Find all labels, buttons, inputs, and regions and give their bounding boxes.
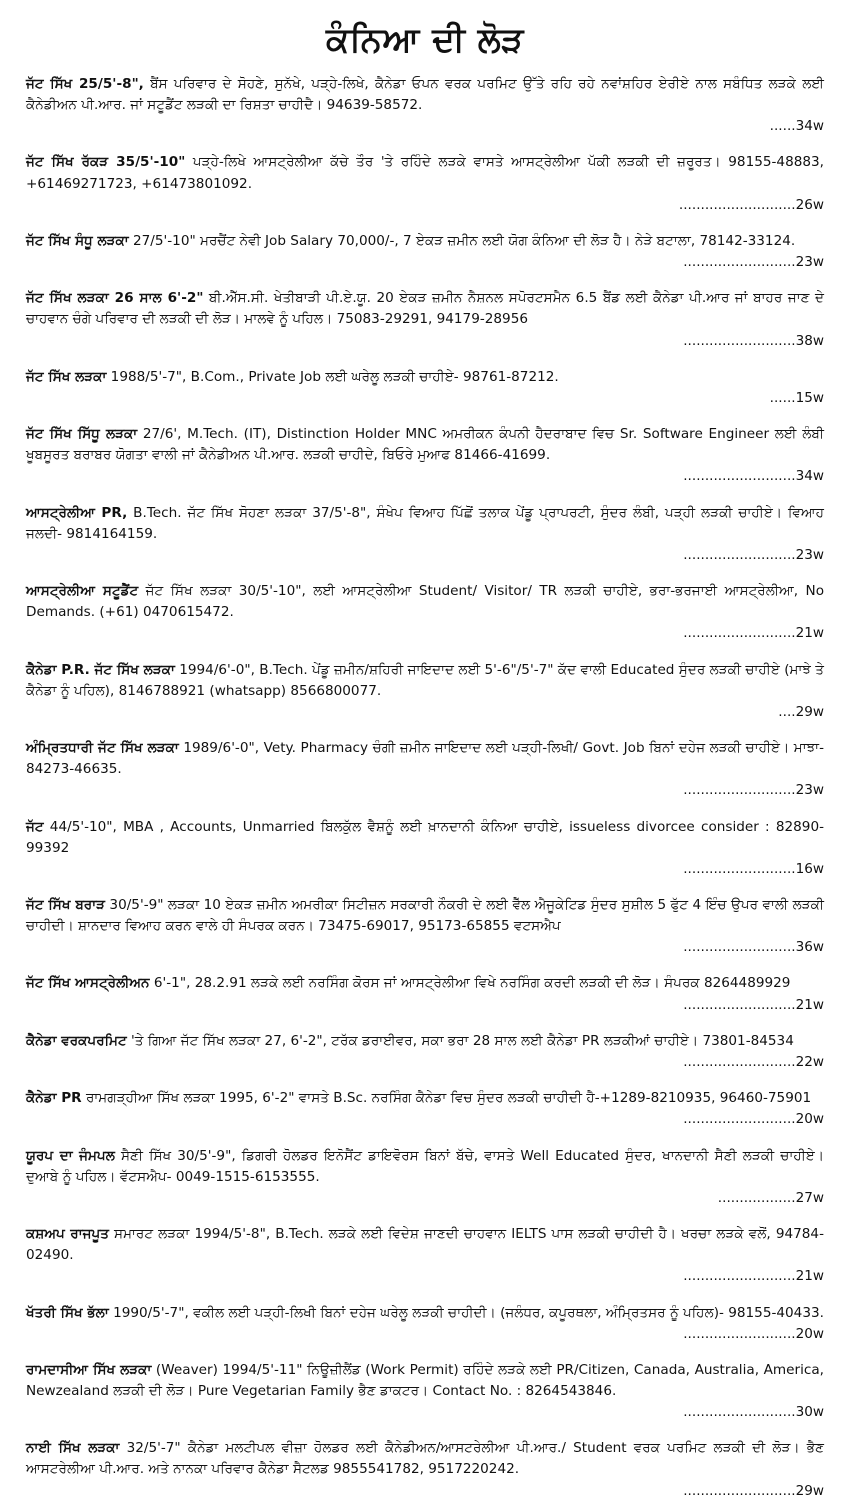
ad-heading: ਕਸ਼ਅਪ ਰਾਜਪੂਤ: [26, 1226, 109, 1243]
classified-ad: [26, 503, 824, 566]
ad-heading: ਜੱਟ ਸਿੱਖ ਰੱਕੜ 35/5'-10": [26, 154, 186, 171]
ad-heading: ਜੱਟ ਸਿੱਖ ਲੜਕਾ: [26, 368, 107, 385]
ad-code: ..........................22w: [683, 1053, 824, 1070]
ads-list: [26, 74, 824, 1502]
ad-heading: ਕੈਨੇਡਾ P.R. ਜੱਟ ਸਿੱਖ ਲੜਕਾ: [26, 661, 175, 678]
ad-heading: ਅੰਮ੍ਰਿਤਧਾਰੀ ਜੱਟ ਸਿੱਖ ਲੜਕਾ: [26, 740, 179, 757]
ad-heading: ਜੱਟ ਸਿੱਖ ਲੜਕਾ 26 ਸਾਲ 6'-2": [26, 290, 204, 307]
ad-code: ..........................21w: [683, 1268, 824, 1285]
page-title: ਕੰਨਿਆ ਦੀ ਲੋੜ: [326, 20, 524, 60]
ad-heading: ਕੈਨੇਡਾ PR: [26, 1090, 82, 1107]
ad-text: 30/5'-9" ਲੜਕਾ 10 ਏਕੜ ਜ਼ਮੀਨ ਅਮਰੀਕਾ ਸਿਟੀਜ਼ਨ ਸਰਕਾਰੀ ਨੌਕਰੀ ਦੇ ਲਈ ਵੈੱਲ ਐਜੂਕੇਟਿਡ ਸੁੰਦਰ ਸੁਸ਼ੀਲ 5 ਫੁੱਟ 4 ਇੰਚ ਉਪਰ ਵਾਲੀ ਲੜਕੀ ਚਾਹੀਦੀ। ਸ਼ਾਨਦਾਰ ਵਿਆਹ ਕਰਨ ਵਾਲੇ ਹੀ ਸੰਪਰਕ ਕਰਨ। 73475-69017, 95173-65855 ਵਟਸਐਪ: [26, 896, 825, 935]
ad-code: ..........................20w: [683, 1325, 824, 1342]
classified-ad: [26, 74, 824, 137]
ad-heading: ਆਸਟ੍ਰੇਲੀਆ PR,: [26, 504, 128, 521]
ad-text: ਰਾਮਗੜ੍ਹੀਆ ਸਿੱਖ ਲੜਕਾ 1995, 6'-2" ਵਾਸਤੇ B.Sc. ਨਰਸਿੰਗ ਕੈਨੇਡਾ ਵਿਚ ਸੁੰਦਰ ਲੜਕੀ ਚਾਹੀਦੀ ਹੈ-+1289-8210935, 96460-75901: [81, 1090, 812, 1107]
ad-text: 44/5'-10", MBA , Accounts, Unmarried ਬਿਲਕੁੱਲ ਵੈਸ਼ਨੂੰ ਲਈ ਖ਼ਾਨਦਾਨੀ ਕੰਨਿਆ ਚਾਹੀਏ, issueless divorcee consider : 82890-99392: [26, 818, 824, 856]
ad-text: ਬੀ.ਐੱਸ.ਸੀ. ਖੇਤੀਬਾੜੀ ਪੀ.ਏ.ਯੂ. 20 ਏਕੜ ਜ਼ਮੀਨ ਨੈਸ਼ਨਲ ਸਪੋਰਟਸਮੈਨ 6.5 ਬੈਂਡ ਲਈ ਕੈਨੇਡਾ ਪੀ.ਆਰ ਜਾਂ ਬਾਹਰ ਜਾਣ ਦੇ ਚਾਹਵਾਨ ਚੰਗੇ ਪਰਿਵਾਰ ਦੀ ਲੜਕੀ ਦੀ ਲੋੜ। ਮਾਲਵੇ ਨੂੰ ਪਹਿਲ। 75083-29291, 94179-28956: [26, 290, 824, 328]
ad-code: ..................27w: [717, 1189, 824, 1206]
ad-text: ਬੈਂਸ ਪਰਿਵਾਰ ਦੇ ਸੋਹਣੇ, ਸੁਨੱਖੇ, ਪੜ੍ਹੇ-ਲਿਖੇ, ਕੈਨੇਡਾ ਓਪਨ ਵਰਕ ਪਰਮਿਟ ਉੱਤੇ ਰਹਿ ਰਹੇ ਨਵਾਂਸ਼ਹਿਰ ਏਰੀਏ ਨਾਲ ਸਬੰਧਿਤ ਲੜਕੇ ਲਈ ਕੈਨੇਡੀਅਨ ਪੀ.ਆਰ. ਜਾਂ ਸਟੂਡੈਂਟ ਲੜਕੀ ਦਾ ਰਿਸ਼ਤਾ ਚਾਹੀਦੈ। 94639-58572.: [26, 76, 824, 114]
ad-code: ...........................26w: [678, 196, 824, 213]
ad-code: ..........................21w: [683, 996, 824, 1013]
ad-heading: ਜੱਟ ਸਿੱਖ ਬਰਾੜ: [26, 896, 105, 913]
classified-ad: [26, 1438, 824, 1501]
classified-ad: [26, 367, 824, 409]
ad-code: ..........................38w: [683, 332, 824, 349]
ad-code: ..........................23w: [683, 782, 824, 799]
ad-text: 1990/5'-7", ਵਕੀਲ ਲਈ ਪੜ੍ਹੀ-ਲਿਖੀ ਬਿਨਾਂ ਦਹੇਜ ਘਰੇਲੂ ਲੜਕੀ ਚਾਹੀਦੀ। (ਜਲੰਧਰ, ਕਪੂਰਥਲਾ, ਅੰਮ੍ਰਿਤਸਰ ਨੂੰ ਪਹਿਲ)- 98155-40433.: [108, 1304, 824, 1321]
ad-code: ..........................23w: [683, 546, 824, 563]
ad-code: ..........................34w: [683, 468, 824, 485]
classified-ad: [26, 1303, 824, 1345]
ad-heading: ਆਸਟ੍ਰੇਲੀਆ ਸਟੂਡੈਂਟ: [26, 583, 139, 600]
ad-code: ......34w: [769, 118, 824, 135]
ad-code: ..........................20w: [683, 1111, 824, 1128]
ad-text: 'ਤੇ ਗਿਆ ਜੱਟ ਸਿੱਖ ਲੜਕਾ 27, 6'-2", ਟਰੱਕ ਡਰਾਈਵਰ, ਸਕਾ ਭਰਾ 28 ਸਾਲ ਲਈ ਕੈਨੇਡਾ PR ਲੜਕੀਆਂ ਚਾਹੀਏ। 73801-84534: [126, 1032, 794, 1049]
ad-heading: ਕੈਨੇਡਾ ਵਰਕਪਰਮਿਟ: [26, 1032, 127, 1049]
ad-code: ....29w: [778, 703, 824, 720]
ad-code: ..........................29w: [683, 1482, 824, 1499]
classified-ad: [26, 231, 824, 273]
ad-text: B.Tech. ਜੱਟ ਸਿੱਖ ਸੋਹਣਾ ਲੜਕਾ 37/5'-8", ਸੰਖੇਪ ਵਿਆਹ ਪਿੱਛੋਂ ਤਲਾਕ ਪੇਂਡੂ ਪ੍ਰਾਪਰਟੀ, ਸੁੰਦਰ ਲੰਬੀ, ਪੜ੍ਹੀ ਲੜਕੀ ਚਾਹੀਏ। ਵਿਆਹ ਜਲਦੀ- 9814164159.: [26, 504, 824, 542]
ad-code: ..........................36w: [683, 939, 824, 956]
ad-heading: ਜੱਟ ਸਿੱਖ ਸਿੱਧੂ ਲੜਕਾ: [26, 426, 138, 443]
ad-heading: ਜੱਟ ਸਿੱਖ ਸੰਧੂ ਲੜਕਾ: [26, 232, 129, 249]
classified-ad: [26, 738, 824, 801]
classified-ad: [26, 973, 824, 1015]
ad-heading: ਰਾਮਦਾਸੀਆ ਸਿੱਖ ਲੜਕਾ: [26, 1361, 152, 1378]
classified-ad: [26, 1146, 824, 1209]
ad-text: ਸਮਾਰਟ ਲੜਕਾ 1994/5'-8", B.Tech. ਲੜਕੇ ਲਈ ਵਿਦੇਸ਼ ਜਾਣਦੀ ਚਾਹਵਾਨ IELTS ਪਾਸ ਲੜਕੀ ਚਾਹੀਦੀ ਹੈ। ਖਰਚਾ ਲੜਕੇ ਵਲੋਂ, 94784-02490.: [26, 1226, 824, 1264]
ad-text: ਸੈਣੀ ਸਿੱਖ 30/5'-9", ਡਿਗਰੀ ਹੋਲਡਰ ਇਨੋਸੈਂਟ ਡਾਇਵੋਰਸ ਬਿਨਾਂ ਬੱਚੇ, ਵਾਸਤੇ Well Educated ਸੁੰਦਰ, ਖਾਨਦਾਨੀ ਸੈਣੀ ਲੜਕੀ ਚਾਹੀਏ। ਦੁਆਬੇ ਨੂੰ ਪਹਿਲ। ਵੱਟਸਐਪ- 0049-1515-6153555.: [26, 1147, 824, 1185]
classified-ad: [26, 581, 824, 644]
ad-heading: ਯੂਰਪ ਦਾ ਜੰਮਪਲ: [26, 1147, 115, 1164]
classified-ad: [26, 1088, 824, 1130]
classified-ad: [26, 288, 824, 351]
ad-heading: ਜੱਟ: [26, 818, 44, 835]
ad-heading: ਖੱਤਰੀ ਸਿੱਖ ਭੱਲਾ: [26, 1304, 109, 1321]
ad-text: ਪੜ੍ਹੇ-ਲਿਖੇ ਆਸਟ੍ਰੇਲੀਆ ਕੱਚੇ ਤੌਰ 'ਤੇ ਰਹਿੰਦੇ ਲੜਕੇ ਵਾਸਤੇ ਆਸਟ੍ਰੇਲੀਆ ਪੱਕੀ ਲੜਕੀ ਦੀ ਜ਼ਰੂਰਤ। 98155-48883, +61469271723, +61473801092.: [26, 154, 824, 192]
classified-ad: [26, 660, 824, 723]
ad-heading: ਜੱਟ ਸਿੱਖ ਆਸਟ੍ਰੇਲੀਅਨ: [26, 975, 150, 992]
ad-text: 6'-1", 28.2.91 ਲੜਕੇ ਲਈ ਨਰਸਿੰਗ ਕੋਰਸ ਜਾਂ ਆਸਟ੍ਰੇਲੀਆ ਵਿਖੇ ਨਰਸਿੰਗ ਕਰਦੀ ਲੜਕੀ ਦੀ ਲੋੜ। ਸੰਪਰਕ 8264489929: [149, 975, 791, 992]
ad-code: ......15w: [769, 389, 824, 406]
classified-ad: [26, 1360, 824, 1423]
ad-text: 1989/6'-0", Vety. Pharmacy ਚੰਗੀ ਜ਼ਮੀਨ ਜਾਇਦਾਦ ਲਈ ਪੜ੍ਹੀ-ਲਿਖੀ/ Govt. Job ਬਿਨਾਂ ਦਹੇਜ ਲੜਕੀ ਚਾਹੀਏ। ਮਾਝਾ- 84273-46635.: [26, 740, 824, 778]
ad-code: ..........................30w: [683, 1404, 824, 1421]
ad-text: 27/5'-10" ਮਰਚੈਂਟ ਨੇਵੀ Job Salary 70,000/-, 7 ਏਕੜ ਜ਼ਮੀਨ ਲਈ ਯੋਗ ਕੰਨਿਆ ਦੀ ਲੋੜ ਹੈ। ਨੇੜੇ ਬਟਾਲਾ, 78142-33124.: [128, 232, 796, 249]
classified-ad: [26, 895, 824, 958]
ad-text: 32/5'-7" ਕੈਨੇਡਾ ਮਲਟੀਪਲ ਵੀਜ਼ਾ ਹੋਲਡਰ ਲਈ ਕੈਨੇਡੀਅਨ/ਆਸਟਰੇਲੀਆ ਪੀ.ਆਰ./ Student ਵਰਕ ਪਰਮਿਟ ਲੜਕੀ ਦੀ ਲੋੜ। ਭੈਣ ਆਸਟਰੇਲੀਆ ਪੀ.ਆਰ. ਅਤੇ ਨਾਨਕਾ ਪਰਿਵਾਰ ਕੈਨੇਡਾ ਸੈਟਲਡ 9855541782, 9517220242.: [26, 1440, 824, 1478]
classified-ad: [26, 817, 824, 880]
ad-code: ..........................23w: [683, 254, 824, 271]
ad-code: ..........................16w: [683, 860, 824, 877]
classified-ad: [26, 152, 824, 215]
ad-text: 1994/6'-0", B.Tech. ਪੇਂਡੂ ਜ਼ਮੀਨ/ਸ਼ਹਿਰੀ ਜਾਇਦਾਦ ਲਈ 5'-6"/5'-7" ਕੱਦ ਵਾਲੀ Educated ਸੁੰਦਰ ਲੜਕੀ ਚਾਹੀਏ (ਮਾਝੇ ਤੇ ਕੈਨੇਡਾ ਨੂੰ ਪਹਿਲ), 8146788921 (whatsapp) 8566800077.: [26, 661, 824, 699]
ad-heading: ਨਾਈ ਸਿੱਖ ਲੜਕਾ: [26, 1440, 120, 1457]
ad-text: 27/6', M.Tech. (IT), Distinction Holder MNC ਅਮਰੀਕਨ ਕੰਪਨੀ ਹੈਦਰਾਬਾਦ ਵਿਚ Sr. Software Engineer ਲਈ ਲੰਬੀ ਖੂਬਸੂਰਤ ਬਰਾਬਰ ਯੋਗਤਾ ਵਾਲੀ ਜਾਂ ਕੈਨੇਡੀਅਨ ਪੀ.ਆਰ. ਲੜਕੀ ਚਾਹੀਦੇ, ਬਿਓਰੇ ਮੁਆਫ 81466-41699.: [26, 426, 824, 464]
classified-ad: [26, 1031, 824, 1073]
classified-ad: [26, 1224, 824, 1287]
ad-text: (Weaver) 1994/5'-11" ਨਿਊਜ਼ੀਲੈਂਡ (Work Permit) ਰਹਿੰਦੇ ਲੜਕੇ ਲਈ PR/Citizen, Canada, Australia, America, Newzealand ਲੜਕੀ ਦੀ ਲੋੜ। Pure Vegetarian Family ਭੈਣ ਡਾਕਟਰ। Contact No. : 8264543846.: [26, 1361, 824, 1399]
classified-ad: [26, 424, 824, 487]
ad-code: ..........................21w: [683, 625, 824, 642]
ad-text: 1988/5'-7", B.Com., Private Job ਲਈ ਘਰੇਲੂ ਲੜਕੀ ਚਾਹੀਏ- 98761-87212.: [106, 368, 559, 385]
ad-heading: ਜੱਟ ਸਿੱਖ 25/5'-8",: [26, 76, 144, 92]
ad-text: ਜੱਟ ਸਿੱਖ ਲੜਕਾ 30/5'-10", ਲਈ ਆਸਟ੍ਰੇਲੀਆ Student/ Visitor/ TR ਲੜਕੀ ਚਾਹੀਏ, ਭਰਾ-ਭਰਜਾਈ ਆਸਟ੍ਰੇਲੀਆ, No Demands. (+61) 0470615472.: [26, 583, 825, 621]
